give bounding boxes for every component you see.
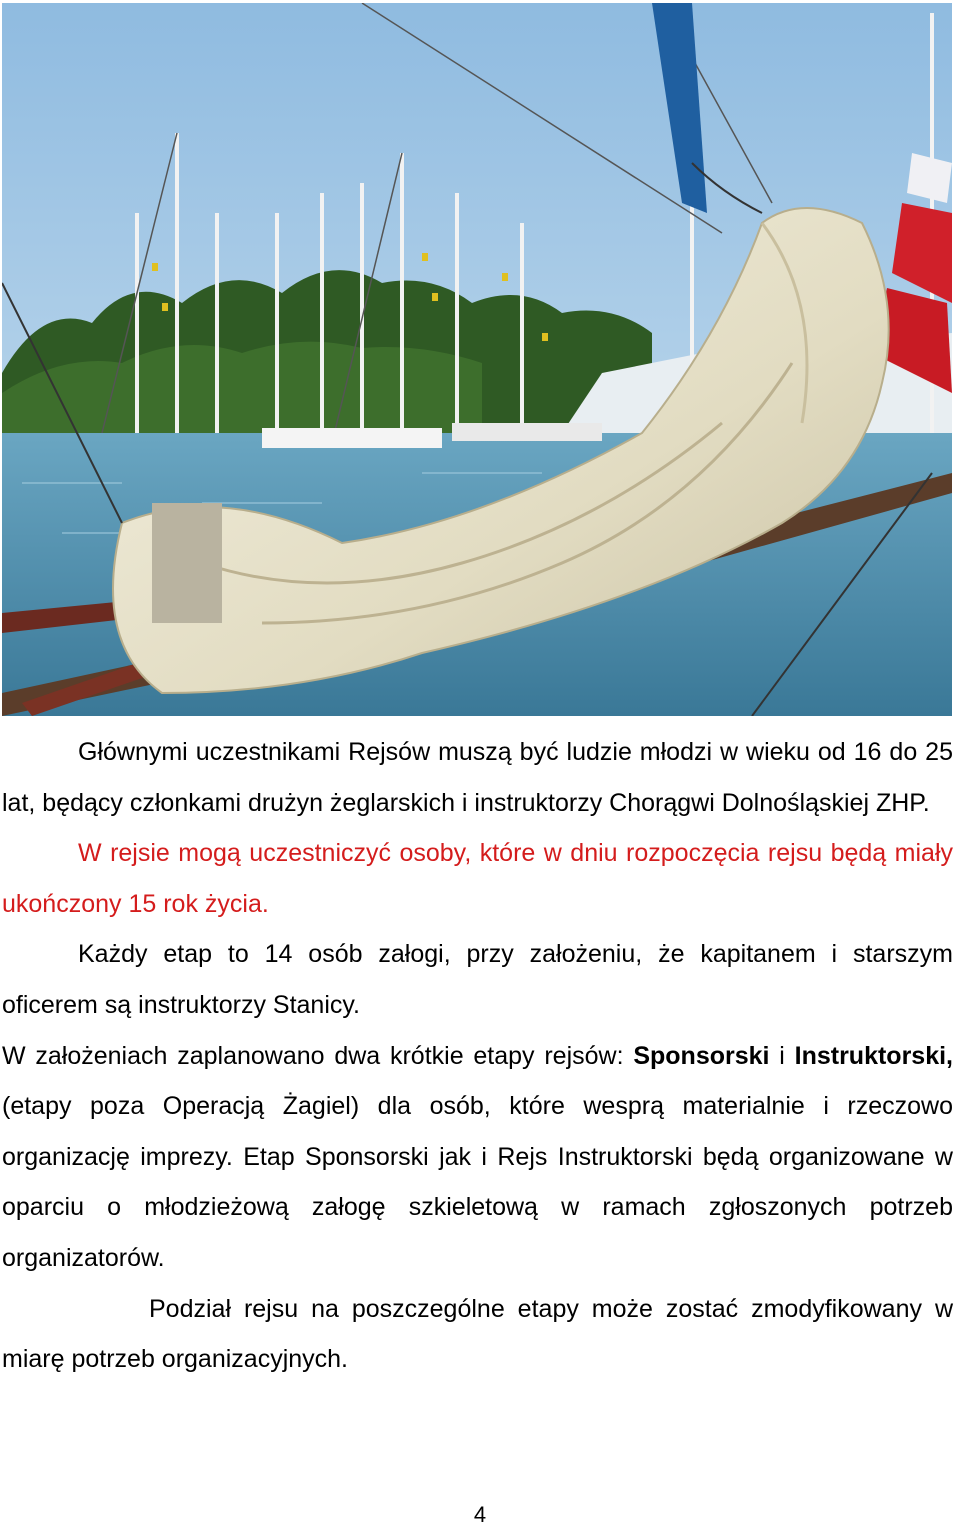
paragraph-age-requirement: W rejsie mogą uczestniczyć osoby, które w dniu rozpoczęcia rejsu będą miały ukończony 15 rok życia. (2, 839, 953, 918)
paragraph-stages (2, 1031, 953, 1284)
page-number: 4 (473, 1502, 487, 1527)
stages-text-a: W założeniach zaplanowano dwa krótkie etapy rejsów: (2, 1041, 634, 1070)
body-text (2, 727, 953, 1385)
paragraph-crew-size: Każdy etap to 14 osób załogi, przy założeniu, że kapitanem i starszym oficerem są instruktorzy Stanicy. (2, 940, 953, 1019)
paragraph-modification: Podział rejsu na poszczególne etapy może zostać zmodyfikowany w miarę potrzeb organizacyjnych. (2, 1294, 953, 1374)
stage-sponsorski: Sponsorski (633, 1041, 770, 1070)
stage-instruktorski: Instruktorski, (794, 1041, 953, 1070)
stages-text-d: (etapy poza Operacją Żagiel) dla osób, które wesprą materialnie i rzeczowo organizację imprezy. Etap Sponsorski jak i Rejs Instruktorski będą organizowane w oparciu o młodzieżową załogę szkieletową w ramach zgłoszonych potrzeb organizatorów. (2, 1092, 953, 1272)
stages-text-c: i (769, 1041, 795, 1070)
harbor-sail-photo (2, 3, 952, 716)
harbor-sail-illustration (2, 3, 952, 716)
paragraph-participants: Głównymi uczestnikami Rejsów muszą być ludzie młodzi w wieku od 16 do 25 lat, będący członkami drużyn żeglarskich i instruktorzy Chorągwi Dolnośląskiej ZHP. (2, 738, 953, 817)
